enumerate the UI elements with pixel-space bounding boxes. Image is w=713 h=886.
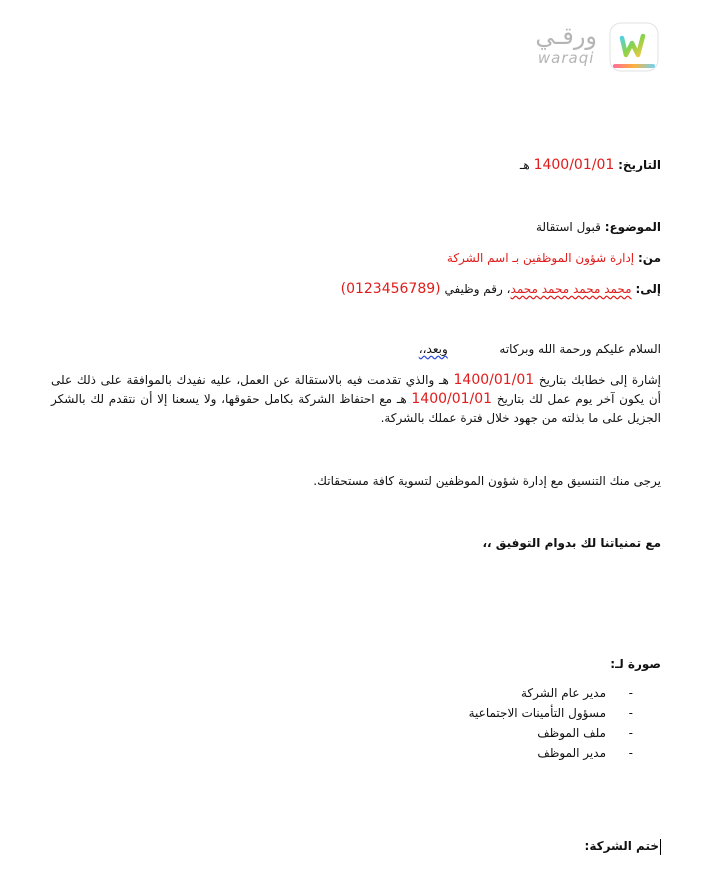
- body-paragraph: [51, 371, 661, 428]
- greeting-salam: السلام عليكم ورحمة الله وبركاته: [499, 342, 661, 356]
- dash-bullet: -: [628, 706, 633, 720]
- logo-arabic-text: ورقـي: [535, 22, 597, 50]
- waraqi-logo: [537, 20, 659, 76]
- subject-line: [536, 219, 661, 235]
- text-cursor: [660, 839, 661, 855]
- copies-title-text: صورة لـ:: [610, 657, 661, 671]
- last-work-date: 1400/01/01: [411, 391, 493, 407]
- waraqi-logo-icon: [609, 22, 659, 72]
- list-item: [469, 683, 633, 703]
- date-suffix: هـ: [519, 158, 530, 172]
- greeting-baad: وبعد،،: [418, 342, 448, 356]
- body-text-1: إشارة إلى خطابك بتاريخ: [538, 373, 661, 387]
- date-value: 1400/01/01: [533, 157, 615, 173]
- dash-bullet: -: [628, 686, 633, 700]
- copies-list: [469, 683, 633, 763]
- copy-recipient: مدير الموظف: [537, 746, 606, 760]
- body-text-2: هـ والذي تقدمت فيه بالاستقالة عن العمل، عليه نفيدك بالموافقة على ذلك على أن يكون آخر يوم عمل لك بتاريخ: [51, 373, 661, 406]
- logo-latin-text: waraqi: [537, 49, 595, 67]
- closing-text: مع تمنياتنا لك بدوام التوفيق ،،: [482, 536, 661, 550]
- recipient-name: محمد محمد محمد محمد: [510, 282, 632, 296]
- resignation-date: 1400/01/01: [453, 372, 535, 388]
- employee-number: (0123456789): [340, 281, 441, 297]
- list-item: [469, 723, 633, 743]
- greeting-line: [419, 341, 661, 357]
- logo-wordmark: [535, 22, 597, 66]
- list-item: [469, 743, 633, 763]
- coordination-paragraph: [313, 473, 661, 489]
- to-line: [341, 281, 661, 297]
- dash-bullet: -: [628, 746, 633, 760]
- from-label: من:: [637, 251, 661, 265]
- copies-title: [610, 656, 661, 672]
- stamp-line: [585, 838, 661, 855]
- copy-recipient: مدير عام الشركة: [520, 686, 606, 700]
- date-line: [520, 157, 661, 173]
- stamp-label: ختم الشركة:: [584, 839, 659, 853]
- body-text-3: هـ مع احتفاظ الشركة بكامل حقوقها، ولا يسعنا إلا أن نتقدم لك بالشكر الجزيل على ما بذلته من جهود خلال فترة عملك بالشركة.: [51, 392, 661, 425]
- subject-label: الموضوع:: [604, 220, 661, 234]
- coordination-text: يرجى منك التنسيق مع إدارة شؤون الموظفين لتسوية كافة مستحقاتك.: [313, 474, 661, 488]
- dash-bullet: -: [628, 726, 633, 740]
- to-label: إلى:: [635, 282, 661, 296]
- from-value: إدارة شؤون الموظفين بـ اسم الشركة: [446, 251, 635, 265]
- list-item: [469, 703, 633, 723]
- copy-recipient: ملف الموظف: [537, 726, 606, 740]
- closing-line: [483, 535, 662, 551]
- employee-number-label: ، رقم وظيفي: [444, 282, 511, 296]
- date-label: التاريخ:: [618, 158, 661, 172]
- copy-recipient: مسؤول التأمينات الاجتماعية: [468, 706, 606, 720]
- from-line: [447, 250, 661, 266]
- subject-value: قبول استقالة: [535, 220, 601, 234]
